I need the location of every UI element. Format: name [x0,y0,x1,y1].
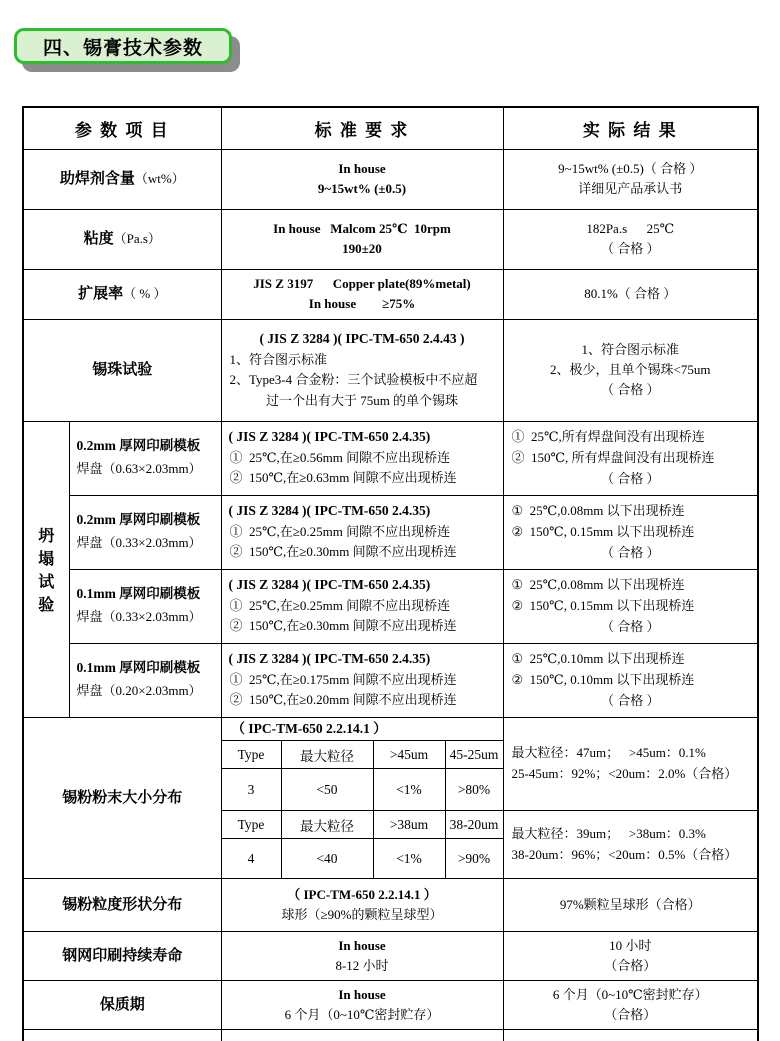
section-title: 四、锡膏技术参数 [42,37,203,59]
slump-1-label: 0.2mm 厚网印刷模板 焊盘（0.63×2.03mm） [69,421,221,495]
spec-table [22,106,759,1041]
t3-val-gt45: <1% [373,769,445,811]
shape-result: 97%颗粒呈球形（合格） [503,879,758,932]
flux-result: 9~15wt% (±0.5)（ 合格 ） 详细见产品承认书 [503,149,758,209]
header-parameter: 参 数 项 目 [23,107,221,149]
viscosity-label-unit: （Pa.s） [113,230,161,246]
t3-val-maxsize: <50 [281,769,373,811]
viscosity-label: 粘度（Pa.s） [23,209,221,269]
header-standard: 标 准 要 求 [221,107,503,149]
t4-col-gt38: >38um [373,811,445,839]
slump-section-label: 坍 塌 试 验 [23,421,69,717]
shelf-life-label: 保质期 [23,981,221,1030]
slump-3-standard: ( JIS Z 3284 )( IPC-TM-650 2.4.35) ① 25℃,在≥0.25mm 间隙不应出现桥连 ② 150℃,在≥0.30mm 间隙不应出现桥连 [221,569,503,643]
row-slump-2 [23,495,758,569]
t3-col-4525: 45-25um [445,741,503,769]
t3-col-maxsize: 最大粒径 [281,741,373,769]
powder-type3-result: 最大粒径：47um； >45um：0.1% 25-45um：92%；<20um：2.0%（合格） [503,717,758,811]
shape-label: 锡粉粒度形状分布 [23,879,221,932]
row-shape [23,879,758,932]
row-slump-1 [23,421,758,495]
flux-standard: In house 9~15wt% (±0.5) [221,149,503,209]
slump-1-result: ① 25℃,所有焊盘间没有出现桥连 ② 150℃, 所有焊盘间没有出现桥连 （ 合格 ） [503,421,758,495]
flux-label: 助焊剂含量（wt%） [23,149,221,209]
row-next-section-stub [23,1030,758,1041]
row-powder-ipc [23,717,758,741]
header-result: 实 际 结 果 [503,107,758,149]
shape-standard: （ IPC-TM-650 2.2.14.1 ） 球形（≥90%的颗粒呈球型） [221,879,503,932]
t3-val-type: 3 [221,769,281,811]
row-shelf-life [23,981,758,1030]
slump-2-result: ① 25℃,0.08mm 以下出现桥连 ② 150℃, 0.15mm 以下出现桥连 （ 合格 ） [503,495,758,569]
slump-2-label: 0.2mm 厚网印刷模板 焊盘（0.33×2.03mm） [69,495,221,569]
viscosity-result: 182Pa.s 25℃ （ 合格 ） [503,209,758,269]
slump-4-result: ① 25℃,0.10mm 以下出现桥连 ② 150℃, 0.10mm 以下出现桥连 （ 合格 ） [503,643,758,717]
stub-cell-3 [503,1030,758,1041]
spread-standard: JIS Z 3197 Copper plate(89%metal) In house ≥75% [221,269,503,319]
slump-3-result: ① 25℃,0.08mm 以下出现桥连 ② 150℃, 0.15mm 以下出现桥连 （ 合格 ） [503,569,758,643]
shelf-life-standard: In house 6 个月（0~10℃密封贮存） [221,981,503,1030]
t4-val-type: 4 [221,839,281,879]
t3-val-4525: >80% [445,769,503,811]
t4-val-maxsize: <40 [281,839,373,879]
slump-4-label: 0.1mm 厚网印刷模板 焊盘（0.20×2.03mm） [69,643,221,717]
solder-ball-result: 1、符合图示标准 2、极少，且单个锡珠<75um （ 合格 ） [503,319,758,421]
stencil-life-result: 10 小时 （合格） [503,932,758,981]
t4-col-type: Type [221,811,281,839]
stencil-life-standard: In house 8-12 小时 [221,932,503,981]
t4-col-3820: 38-20um [445,811,503,839]
spread-result: 80.1%（ 合格 ） [503,269,758,319]
t4-val-3820: >90% [445,839,503,879]
row-slump-4 [23,643,758,717]
row-slump-3 [23,569,758,643]
flux-label-unit: （wt%） [134,170,185,186]
t4-val-gt38: <1% [373,839,445,879]
t4-col-maxsize: 最大粒径 [281,811,373,839]
row-spread [23,269,758,319]
row-solder-ball [23,319,758,421]
row-stencil-life [23,932,758,981]
stencil-life-label: 钢网印刷持续寿命 [23,932,221,981]
row-flux [23,149,758,209]
slump-3-label: 0.1mm 厚网印刷模板 焊盘（0.33×2.03mm） [69,569,221,643]
row-viscosity [23,209,758,269]
stub-cell-1 [23,1030,221,1041]
powder-type4-result: 最大粒径：39um； >38um：0.3% 38-20um：96%；<20um：0.5%（合格） [503,811,758,879]
shelf-life-result: 6 个月（0~10℃密封贮存） （合格） [503,981,758,1030]
stub-cell-2 [221,1030,503,1041]
section-title-box [14,28,232,64]
slump-2-standard: ( JIS Z 3284 )( IPC-TM-650 2.4.35) ① 25℃,在≥0.25mm 间隙不应出现桥连 ② 150℃,在≥0.30mm 间隙不应出现桥连 [221,495,503,569]
slump-4-standard: ( JIS Z 3284 )( IPC-TM-650 2.4.35) ① 25℃,在≥0.175mm 间隙不应出现桥连 ② 150℃,在≥0.20mm 间隙不应出现桥连 [221,643,503,717]
spread-label-unit: （ % ） [123,285,167,301]
t3-col-type: Type [221,741,281,769]
solder-ball-standard: ( JIS Z 3284 )( IPC-TM-650 2.4.43 ) 1、符合图示标准 2、Type3-4 合金粉：三个试验模板中不应超 过一个出有大于 75um 的单个锡珠 [221,319,503,421]
t3-col-gt45: >45um [373,741,445,769]
powder-ipc-standard: （ IPC-TM-650 2.2.14.1 ） [221,717,503,741]
header-row [23,107,758,149]
powder-size-label: 锡粉粉末大小分布 [23,717,221,879]
solder-ball-label: 锡珠试验 [23,319,221,421]
viscosity-standard: In house Malcom 25℃ 10rpm 190±20 [221,209,503,269]
spread-label: 扩展率（ % ） [23,269,221,319]
slump-1-standard: ( JIS Z 3284 )( IPC-TM-650 2.4.35) ① 25℃,在≥0.56mm 间隙不应出现桥连 ② 150℃,在≥0.63mm 间隙不应出现桥连 [221,421,503,495]
